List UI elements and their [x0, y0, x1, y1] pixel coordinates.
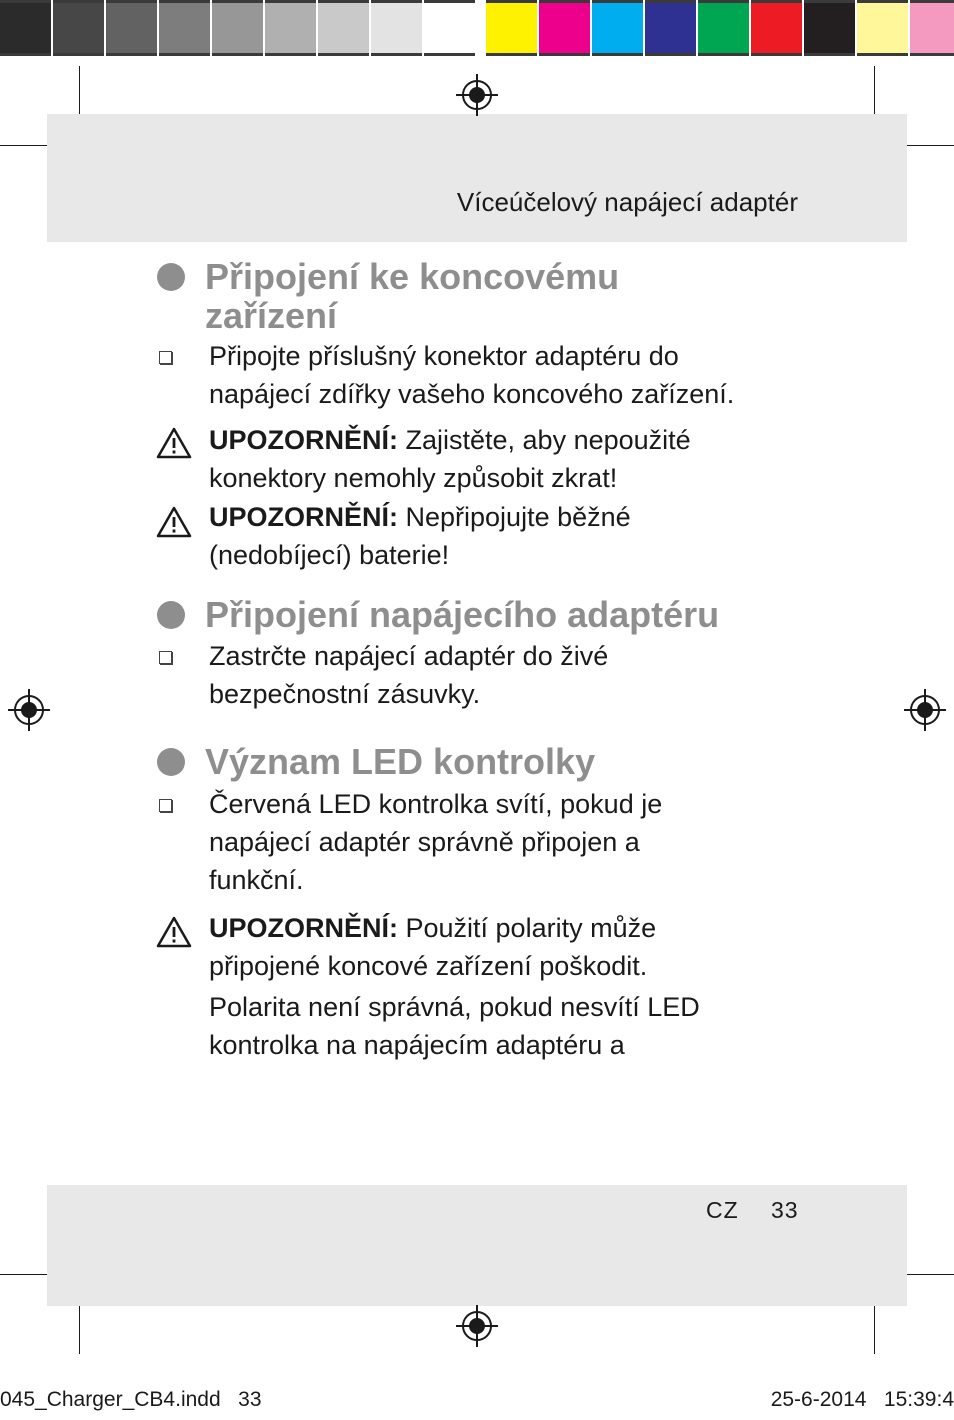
header-band — [47, 114, 907, 242]
list-item — [209, 337, 734, 413]
color-swatch — [592, 0, 643, 56]
warning-triangle-icon — [155, 505, 193, 539]
color-swatch — [0, 0, 51, 56]
round-bullet-icon — [157, 748, 185, 776]
paragraph-line: Polarita není správná, pokud nesvítí LED — [209, 992, 700, 1022]
warning-label: UPOZORNĚNÍ: — [209, 425, 398, 455]
body-paragraph — [209, 988, 700, 1064]
crop-mark — [79, 1298, 80, 1354]
running-header-title: Víceúčelový napájecí adaptér — [456, 187, 798, 217]
warning-text: připojené koncové zařízení poškodit. — [209, 951, 648, 981]
registration-mark-icon — [456, 1305, 498, 1347]
slug-file-name: 045_Charger_CB4.indd 33 — [0, 1388, 262, 1411]
color-swatch — [159, 0, 210, 56]
list-item-line: Zastrčte napájecí adaptér do živé — [209, 641, 609, 671]
paragraph-line: kontrolka na napájecím adaptéru a — [209, 1030, 625, 1060]
color-swatch — [53, 0, 104, 56]
color-swatch — [645, 0, 696, 56]
color-swatch — [539, 0, 590, 56]
color-swatch — [804, 0, 855, 56]
color-swatch — [910, 0, 954, 56]
footer-language-code: CZ — [706, 1197, 739, 1223]
section-heading — [205, 257, 619, 335]
list-item-line: Červená LED kontrolka svítí, pokud je — [209, 789, 663, 819]
warning-text: Zajistěte, aby nepoužité — [398, 425, 691, 455]
round-bullet-icon — [157, 601, 185, 629]
warning-line — [209, 421, 691, 459]
color-swatch — [424, 0, 475, 56]
color-swatch — [486, 0, 537, 56]
warning-line — [209, 909, 656, 947]
cmyk-color-bar — [486, 0, 954, 56]
list-item-line: funkční. — [209, 865, 304, 895]
warning-note — [209, 909, 656, 985]
color-swatch — [318, 0, 369, 56]
checkbox-bullet-icon — [159, 651, 172, 664]
warning-note — [209, 498, 631, 574]
color-swatch — [857, 0, 908, 56]
warning-text: Nepřipojujte běžné — [398, 502, 631, 532]
color-swatch — [698, 0, 749, 56]
list-item-line: napájecí adaptér správně připojen a — [209, 827, 640, 857]
list-item — [209, 637, 608, 713]
checkbox-bullet-icon — [159, 351, 172, 364]
registration-mark-icon — [8, 689, 50, 731]
color-swatch — [106, 0, 157, 56]
checkbox-bullet-icon — [159, 799, 172, 812]
warning-note — [209, 421, 691, 497]
color-swatch — [371, 0, 422, 56]
color-swatch — [265, 0, 316, 56]
section-heading: Připojení napájecího adaptéru — [205, 594, 720, 635]
list-item-line: napájecí zdířky vašeho koncového zařízení. — [209, 379, 735, 409]
warning-label: UPOZORNĚNÍ: — [209, 502, 398, 532]
color-swatch — [212, 0, 263, 56]
registration-mark-icon — [456, 74, 498, 116]
warning-text: konektory nemohly způsobit zkrat! — [209, 463, 618, 493]
warning-text: Použití polarity může — [398, 913, 657, 943]
warning-triangle-icon — [155, 915, 193, 949]
registration-mark-icon — [904, 689, 946, 731]
color-swatch — [751, 0, 802, 56]
section-heading-line: Připojení ke koncovému — [205, 256, 620, 297]
crop-mark — [874, 1298, 875, 1354]
slug-timestamp: 25-6-2014 15:39:4 — [770, 1388, 954, 1411]
list-item-line: bezpečnostní zásuvky. — [209, 679, 481, 709]
list-item — [209, 785, 662, 899]
warning-triangle-icon — [155, 426, 193, 460]
warning-line — [209, 498, 631, 536]
footer-page-number: 33 — [771, 1197, 799, 1223]
grayscale-color-bar — [0, 0, 477, 56]
list-item-line: Připojte příslušný konektor adaptéru do — [209, 341, 679, 371]
warning-text: (nedobíjecí) baterie! — [209, 540, 450, 570]
section-heading-line: zařízení — [205, 295, 338, 336]
warning-label: UPOZORNĚNÍ: — [209, 913, 398, 943]
section-heading: Význam LED kontrolky — [205, 741, 596, 782]
round-bullet-icon — [157, 263, 185, 291]
